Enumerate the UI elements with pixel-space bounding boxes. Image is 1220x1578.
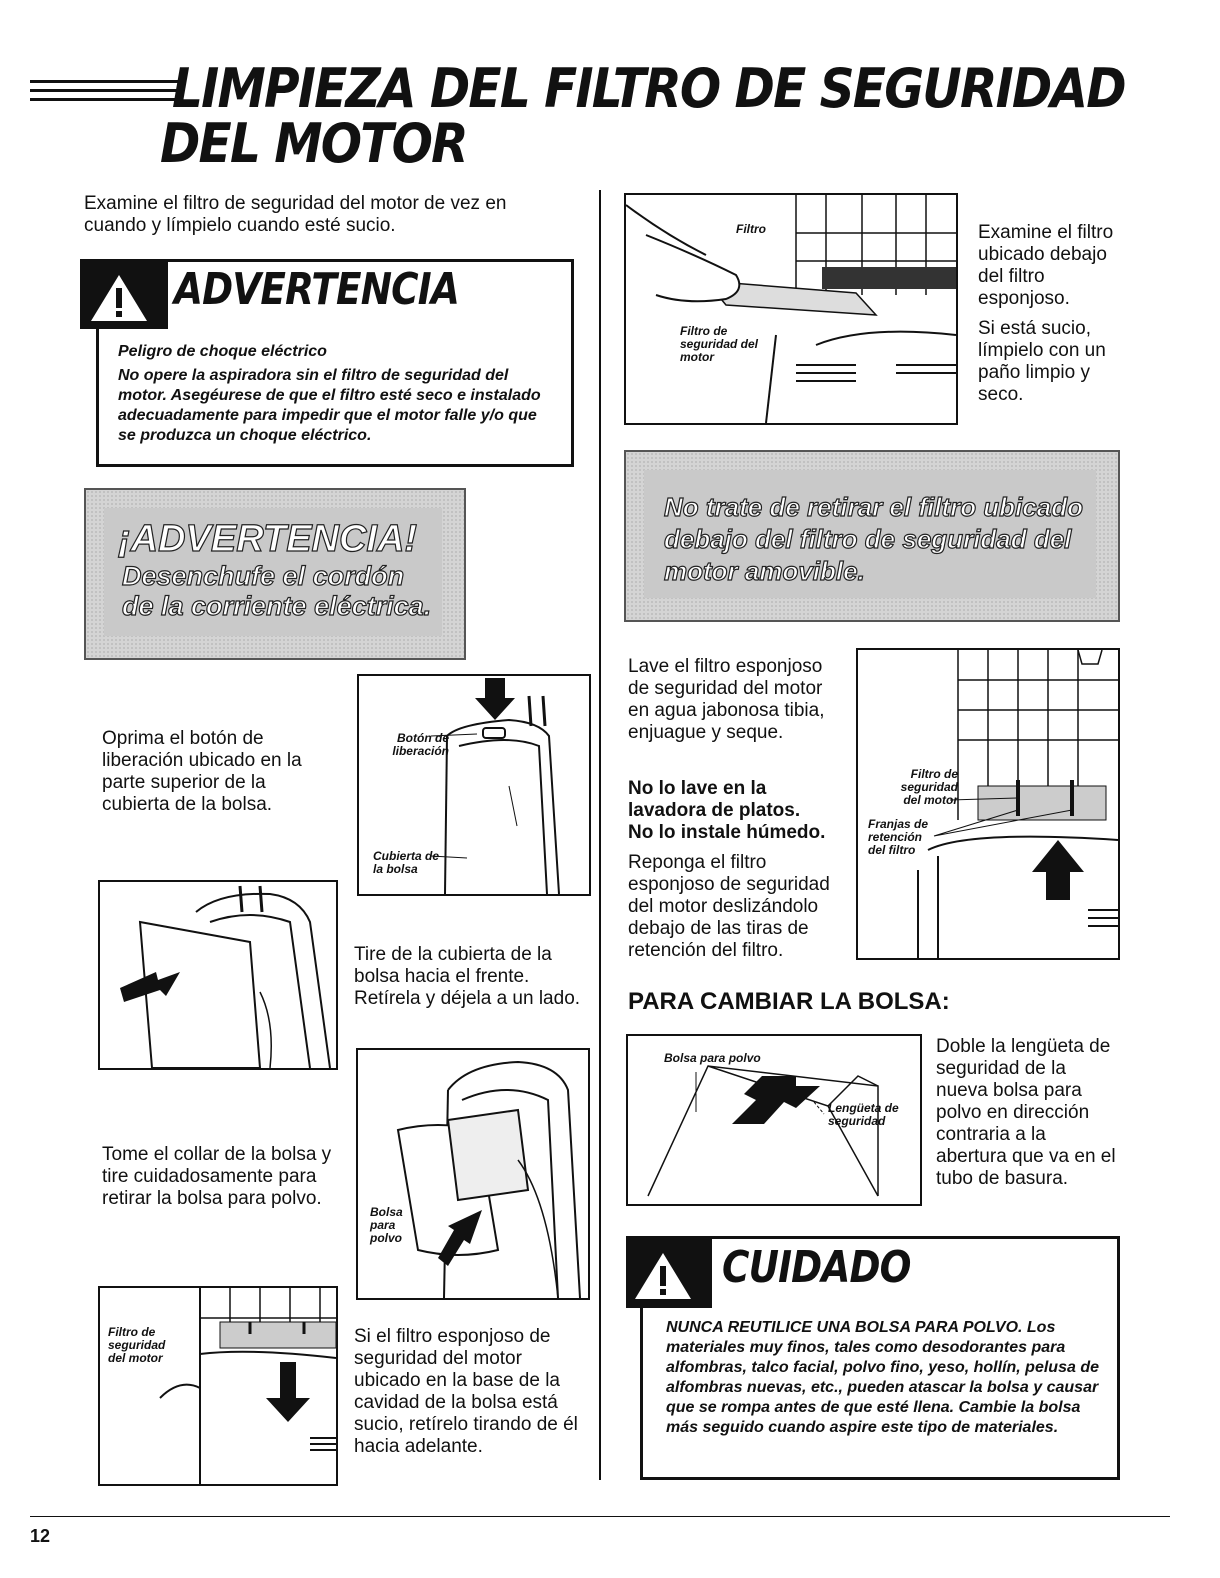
release-button-label: Botón de liberación [392, 731, 449, 758]
caution-text: NUNCA REUTILICE UNA BOLSA PARA POLVO. Los materiales muy finos, tales como desodorantes para alfombras, talco facial, polvo fino, yeso, hollín, pelusa de alfombras nuevas, etc., pueden atascar la bolsa y causar que se rompa antes de que esté llena. Cambie la bolsa más seguido cuando aspire este tipo de materiales. [666, 1319, 1099, 1436]
safety-filter-label: Filtro de seguridad del motor [680, 324, 759, 364]
page-title: LIMPIEZA DEL FILTRO DE SEGURIDAD [172, 57, 1125, 120]
intro-text: Examine el filtro de seguridad del motor de vez en cuando y límpielo cuando esté sucio. [84, 193, 507, 236]
title-decoration [30, 80, 180, 102]
change-bag-heading: PARA CAMBIAR LA BOLSA: [628, 988, 950, 1015]
bag-cover-label: Cubierta de la bolsa [373, 849, 440, 876]
replace-filter-label: Filtro de seguridad del motor [900, 767, 958, 807]
page-title-line2: DEL MOTOR [160, 112, 467, 175]
no-remove-line1: No trate de retirar el filtro ubicado [664, 492, 1083, 522]
caution-title: CUIDADO [722, 1242, 911, 1293]
warning-icon [88, 272, 150, 324]
filter-label: Filtro [736, 222, 766, 236]
safety-tab-label: Lengüeta de seguridad [828, 1101, 899, 1128]
step4-text: Si el filtro esponjoso de seguridad del motor ubicado en la base de la cavidad de la bolsa está sucio, retírelo tirando de él hacia adelante. [354, 1326, 578, 1457]
fold-bag-label: Bolsa para polvo [664, 1051, 761, 1065]
step1-text: Oprima el botón de liberación ubicado en la parte superior de la cubierta de la bolsa. [102, 728, 302, 815]
replace-filter-illustration [856, 648, 1120, 960]
page-number: 12 [30, 1526, 51, 1546]
examine-text: Examine el filtro ubicado debajo del filtro esponjoso. [978, 222, 1114, 309]
fold-tab-illustration [626, 1034, 922, 1206]
no-remove-line3: motor amovible. [664, 556, 865, 586]
motor-filter-illustration [98, 1286, 338, 1486]
caution-icon [632, 1250, 694, 1302]
no-remove-line2: debajo del filtro de seguridad del [664, 524, 1072, 554]
under-filter-illustration [624, 193, 958, 425]
wash-text: Lave el filtro esponjoso de seguridad del motor en agua jabonosa tibia, enjuague y seque. [628, 656, 825, 743]
replace-text: Reponga el filtro esponjoso de seguridad del motor deslizándolo debajo de las tiras de retención del filtro. [628, 852, 830, 961]
warning-text: No opere la aspiradora sin el filtro de seguridad del motor. Asegéurese de que el filtro esté seco e instalado adecuadamente para impedir que el motor falle y/o que se produzca un choque eléctrico. [118, 367, 541, 444]
step2-text: Tire de la cubierta de la bolsa hacia el frente. Retírela y déjela a un lado. [354, 944, 581, 1009]
unplug-warning-title: ¡ADVERTENCIA! [118, 518, 418, 560]
footer-rule [30, 1516, 1170, 1517]
release-button-illustration [357, 674, 591, 896]
step3-text: Tome el collar de la bolsa y tire cuidadosamente para retirar la bolsa para polvo. [102, 1144, 332, 1209]
fold-tab-text: Doble la lengüeta de seguridad de la nueva bolsa para polvo en dirección contraria a la abertura que va en el tubo de basura. [936, 1036, 1116, 1189]
dust-bag-label: Bolsa para polvo [370, 1205, 403, 1245]
column-divider [599, 190, 601, 1480]
remove-bag-illustration [356, 1048, 590, 1300]
wash-warning-dishwasher: No lo lave en la lavadora de platos. [628, 778, 801, 821]
pull-cover-illustration [98, 880, 338, 1070]
warning-title: ADVERTENCIA [174, 264, 459, 315]
motor-filter-label: Filtro de seguridad del motor [108, 1325, 166, 1365]
clean-text: Si está sucio, límpielo con un paño limpio y seco. [978, 318, 1106, 405]
warning-subtitle: Peligro de choque eléctrico [118, 343, 327, 360]
wash-warning-wet: No lo instale húmedo. [628, 822, 826, 843]
unplug-warning-line3: de la corriente eléctrica. [122, 591, 432, 621]
retention-strips-label: Franjas de retención del filtro [868, 817, 929, 857]
unplug-warning-line2: Desenchufe el cordón [122, 561, 405, 591]
